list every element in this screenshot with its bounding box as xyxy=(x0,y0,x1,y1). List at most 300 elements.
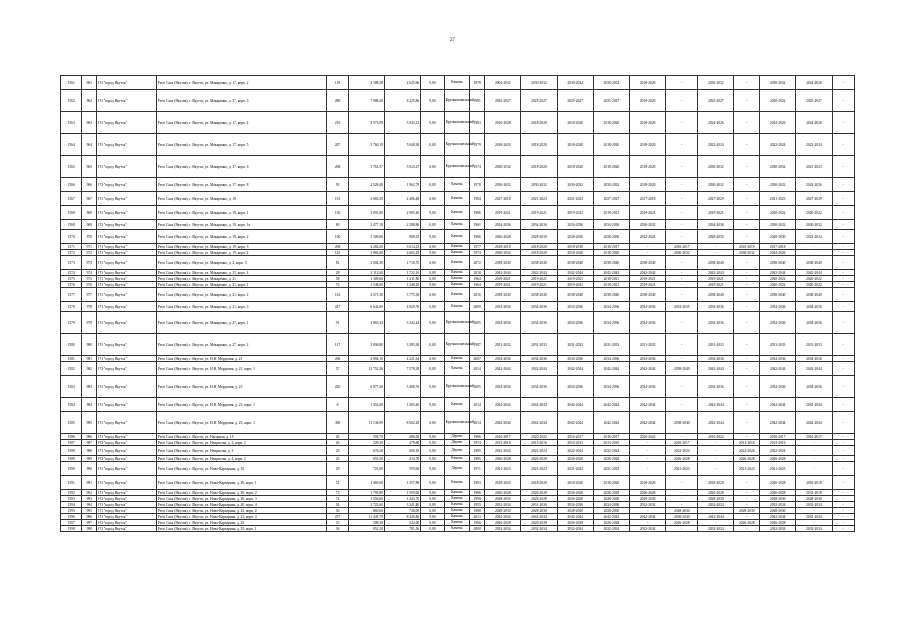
cell-wall-material: Камень xyxy=(444,520,470,526)
cell-period: - xyxy=(666,312,698,334)
cell-period: - xyxy=(734,490,760,496)
cell-municipal-number: 977 xyxy=(82,288,97,302)
cell-period: 2042-2044 xyxy=(557,398,593,412)
cell-period: - xyxy=(698,244,734,250)
cell-period: 2030-2032 xyxy=(760,76,796,90)
cell-municipality: ГО "город Якутск" xyxy=(97,282,157,288)
cell-period: 2042-2044 xyxy=(630,412,666,434)
cell-period: - xyxy=(832,282,854,288)
cell-period: - xyxy=(734,302,760,312)
cell-living-area: 2 486,48 xyxy=(384,192,420,206)
cell-period: 2021-2023 xyxy=(557,192,593,206)
cell-period: 2042-2044 xyxy=(698,398,734,412)
cell-municipality: ГО "город Якутск" xyxy=(97,526,157,532)
cell-period: 2021-2023 xyxy=(557,462,593,476)
cell-period: 2019-2021 xyxy=(557,282,593,288)
cell-total-area: 676,20 xyxy=(348,446,384,456)
cell-municipal-number: 995 xyxy=(82,508,97,514)
cell-period: 2026-2028 xyxy=(557,496,593,502)
cell-period: 2018-2020 xyxy=(521,250,557,256)
table-row xyxy=(61,334,855,356)
cell-living-area: 888,25 xyxy=(384,230,420,244)
cell-period: 2018-2020 xyxy=(630,178,666,192)
cell-period: - xyxy=(734,412,760,434)
cell-period: 2014-2013 xyxy=(557,440,593,446)
cell-period: - xyxy=(666,90,698,112)
cell-living-area: 4 221,64 xyxy=(384,356,420,362)
cell-period: 2034-2036 xyxy=(485,312,521,334)
cell-living-area: 542,60 xyxy=(384,520,420,526)
cell-period: 2030-2032 xyxy=(521,178,557,192)
cell-build-year: 1986 xyxy=(470,434,485,440)
cell-apartments-count: 29 xyxy=(327,462,348,476)
cell-municipal-number: 990 xyxy=(82,462,97,476)
cell-address: Респ Саха (Якутия), г. Якутск, ул. Макаренко, д. 21 xyxy=(156,276,327,282)
cell-build-year: 2018 xyxy=(470,270,485,276)
cell-period: - xyxy=(832,312,854,334)
cell-row-number: 1593 xyxy=(61,496,82,502)
cell-build-year: 1986 xyxy=(470,508,485,514)
cell-build-year: 1966 xyxy=(470,230,485,244)
cell-period: - xyxy=(832,178,854,192)
cell-nonliving-area: 0,00 xyxy=(421,514,444,520)
cell-period: 2016-2017 xyxy=(760,434,796,440)
cell-address: Респ Саха (Якутия), г. Якутск, ул. Ново-Карьерная, д. 20, корп. 2 xyxy=(156,490,327,496)
cell-nonliving-area: 0,00 xyxy=(421,398,444,412)
cell-total-area: 1 452,00 xyxy=(348,398,384,412)
cell-nonliving-area: 0,00 xyxy=(421,412,444,434)
cell-row-number: 1571 xyxy=(61,244,82,250)
cell-nonliving-area: 0,00 xyxy=(421,496,444,502)
cell-build-year: 1955 xyxy=(470,502,485,508)
cell-total-area: 558,70 xyxy=(348,434,384,440)
cell-period: 2038-2040 xyxy=(666,412,698,434)
table-row xyxy=(61,90,855,112)
cell-period: 2013-2016 xyxy=(734,440,760,446)
cell-period: 2027-2018 xyxy=(485,192,521,206)
cell-period: 2028-2030 xyxy=(485,496,521,502)
cell-period: - xyxy=(666,356,698,362)
cell-build-year: 2014 xyxy=(470,362,485,376)
cell-period: 2025-2027 xyxy=(521,90,557,112)
cell-row-number: 1581 xyxy=(61,356,82,362)
cell-apartments-count: 91 xyxy=(327,312,348,334)
cell-municipality: ГО "город Якутск" xyxy=(97,496,157,502)
cell-municipality: ГО "город Якутск" xyxy=(97,476,157,490)
cell-period: 2026-2028 xyxy=(760,490,796,496)
cell-period: 2026-2028 xyxy=(760,456,796,462)
cell-period: 2034-2036 xyxy=(557,220,593,230)
cell-period: 2030-2032 xyxy=(630,220,666,230)
cell-address: Респ Саха (Якутия), г. Якутск, ул. Макаренко, д. 17, корп. 8 xyxy=(156,178,327,192)
cell-municipality: ГО "город Якутск" xyxy=(97,520,157,526)
cell-period: 2026-2028 xyxy=(557,490,593,496)
cell-period: 2027-2029 xyxy=(698,192,734,206)
cell-period: 2026-2028 xyxy=(521,520,557,526)
cell-period: 2028-2030 xyxy=(760,230,796,244)
cell-address: Респ Саха (Якутия), г. Якутск, ул. Ново-Карьерная, д. 10 xyxy=(156,462,327,476)
cell-build-year: 1974 xyxy=(470,440,485,446)
cell-period: 2030-2032 xyxy=(557,76,593,90)
cell-period: 2031-2033 xyxy=(760,334,796,356)
cell-nonliving-area: 0,00 xyxy=(421,490,444,496)
cell-period: - xyxy=(734,496,760,502)
cell-period: 2038-2040 xyxy=(521,288,557,302)
cell-period: 2042-2044 xyxy=(593,398,629,412)
cell-period: - xyxy=(832,244,854,250)
cell-municipal-number: 972 xyxy=(82,250,97,256)
cell-address: Респ Саха (Якутия), г. Якутск, ул. Макаренко, д. 19, корп. 4 xyxy=(156,250,327,256)
cell-period: 2034-2036 xyxy=(630,302,666,312)
cell-period: - xyxy=(796,520,832,526)
cell-address: Респ Саха (Якутия), г. Якутск, ул. Макаренко, д. 21, корп. 4 xyxy=(156,270,327,276)
cell-build-year: 2000 xyxy=(470,526,485,532)
cell-period: - xyxy=(666,230,698,244)
cell-period: 2018-2018 xyxy=(557,244,593,250)
cell-period: 2038-2040 xyxy=(593,288,629,302)
cell-period: 2042-2044 xyxy=(698,514,734,520)
cell-period: 2020-2022 xyxy=(796,276,832,282)
cell-period: - xyxy=(734,434,760,440)
cell-nonliving-area: 0,00 xyxy=(421,440,444,446)
cell-build-year: 1978 xyxy=(470,178,485,192)
cell-period: 2028-2030 xyxy=(593,230,629,244)
cell-period: 2034-2036 xyxy=(760,376,796,398)
table-row xyxy=(61,206,855,220)
cell-wall-material: Камень xyxy=(444,476,470,490)
cell-period: 2032-2034 xyxy=(630,526,666,532)
cell-row-number: 1563 xyxy=(61,112,82,134)
cell-municipal-number: 993 xyxy=(82,496,97,502)
cell-municipality: ГО "город Якутск" xyxy=(97,76,157,90)
cell-period: 2018-2020 xyxy=(557,134,593,156)
cell-wall-material: Камень xyxy=(444,502,470,508)
cell-period: 2020-2022 xyxy=(521,434,557,440)
cell-nonliving-area: 0,00 xyxy=(421,206,444,220)
cell-nonliving-area: 0,00 xyxy=(421,362,444,376)
cell-period: - xyxy=(698,456,734,462)
cell-period: 2042-2044 xyxy=(557,362,593,376)
cell-row-number: 1564 xyxy=(61,134,82,156)
cell-total-area: 12 752,46 xyxy=(348,362,384,376)
cell-period: 2034-2036 xyxy=(521,312,557,334)
cell-period: - xyxy=(666,502,698,508)
cell-period: - xyxy=(666,496,698,502)
cell-period: 2021-2023 xyxy=(593,462,629,476)
cell-period: 2021-2023 xyxy=(734,462,760,476)
cell-period: - xyxy=(832,502,854,508)
cell-period: - xyxy=(832,490,854,496)
cell-build-year: 1983 xyxy=(470,112,485,134)
cell-period: 2038-2040 xyxy=(630,256,666,270)
cell-period: 2020-2022 xyxy=(760,206,796,220)
cell-wall-material: Камень xyxy=(444,526,470,532)
cell-period: 2022-2024 xyxy=(760,134,796,156)
cell-period: 2030-2032 xyxy=(485,250,521,256)
cell-living-area: 3 342,44 xyxy=(384,312,420,334)
cell-period: 2013-2016 xyxy=(593,440,629,446)
page-number: 27 xyxy=(450,38,455,43)
cell-period: 2034-2036 xyxy=(557,376,593,398)
cell-living-area: 5 043,21 xyxy=(384,112,420,134)
cell-row-number: 1597 xyxy=(61,520,82,526)
cell-municipality: ГО "город Якутск" xyxy=(97,112,157,134)
cell-period: 2018-2020 xyxy=(593,156,629,178)
cell-municipal-number: 974 xyxy=(82,270,97,276)
cell-address: Респ Саха (Якутия), г. Якутск, ул. Ново-Карьерная, д. 22, корп. 2 xyxy=(156,508,327,514)
cell-period: 2032-2034 xyxy=(698,502,734,508)
cell-period: 2031-2033 xyxy=(698,334,734,356)
cell-municipal-number: 989 xyxy=(82,456,97,462)
cell-build-year: 1981 xyxy=(470,90,485,112)
cell-total-area: 2 882,60 xyxy=(348,250,384,256)
cell-period: 2042-2044 xyxy=(593,362,629,376)
cell-build-year: 1983 xyxy=(470,476,485,490)
cell-period: 2030-2032 xyxy=(698,76,734,90)
table-row xyxy=(61,134,855,156)
cell-nonliving-area: 0,00 xyxy=(421,508,444,514)
cell-period: - xyxy=(832,334,854,356)
cell-period: 2025-2027 xyxy=(485,90,521,112)
cell-row-number: 1578 xyxy=(61,302,82,312)
cell-period: - xyxy=(832,526,854,532)
cell-nonliving-area: 0,00 xyxy=(421,282,444,288)
cell-period: 2018-2020 xyxy=(630,156,666,178)
cell-municipality: ГО "город Якутск" xyxy=(97,376,157,398)
cell-period: 2030-2032 xyxy=(485,156,521,178)
cell-period: 2042-2044 xyxy=(557,514,593,520)
cell-municipal-number: 981 xyxy=(82,356,97,362)
cell-period: 2025-2027 xyxy=(796,90,832,112)
cell-apartments-count: 208 xyxy=(327,156,348,178)
cell-apartments-count: 34 xyxy=(327,502,348,508)
cell-wall-material: Камень xyxy=(444,514,470,520)
cell-period: 2013-2016 xyxy=(485,440,521,446)
cell-living-area: 479,80 xyxy=(384,440,420,446)
cell-period: - xyxy=(832,192,854,206)
cell-municipal-number: 991 xyxy=(82,476,97,490)
housing-register-table xyxy=(60,75,855,532)
table-row xyxy=(61,398,855,412)
cell-period: - xyxy=(698,250,734,256)
cell-period: 2038-2040 xyxy=(760,288,796,302)
cell-period: 2030-2032 xyxy=(593,76,629,90)
cell-period: - xyxy=(734,76,760,90)
cell-apartments-count: 207 xyxy=(327,134,348,156)
cell-period: 2021-2023 xyxy=(521,192,557,206)
cell-total-area: 2 004,30 xyxy=(348,256,384,270)
cell-total-area: 529,20 xyxy=(348,440,384,446)
cell-period: 2042-2044 xyxy=(521,514,557,520)
cell-period: 2022-2024 xyxy=(734,446,760,456)
cell-period: - xyxy=(734,270,760,276)
cell-period: 2034-2036 xyxy=(593,302,629,312)
cell-period: 2018-2020 xyxy=(521,476,557,490)
cell-period: 2019-2021 xyxy=(485,276,521,282)
cell-address: Респ Саха (Якутия), г. Якутск, ул. Н.В. Мордовия, д. 21, корп. 1 xyxy=(156,362,327,376)
cell-period: 2024-2026 xyxy=(698,112,734,134)
cell-living-area: 2 985,46 xyxy=(384,206,420,220)
cell-period: - xyxy=(630,456,666,462)
cell-period: 2042-2044 xyxy=(521,362,557,376)
cell-apartments-count: 29 xyxy=(327,446,348,456)
cell-period: - xyxy=(666,76,698,90)
cell-living-area: 1 265,46 xyxy=(384,398,420,412)
cell-period: - xyxy=(734,356,760,362)
cell-period: 2021-2023 xyxy=(760,462,796,476)
cell-row-number: 1590 xyxy=(61,462,82,476)
cell-period: 2026-2028 xyxy=(593,490,629,496)
cell-living-area: 7 578,38 xyxy=(384,362,420,376)
cell-period: 2034-2036 xyxy=(557,312,593,334)
table-row xyxy=(61,526,855,532)
cell-wall-material: Крупнопанельный xyxy=(444,134,470,156)
cell-period: - xyxy=(666,398,698,412)
cell-municipality: ГО "город Якутск" xyxy=(97,412,157,434)
cell-apartments-count: 300 xyxy=(327,412,348,434)
cell-living-area: 1 443,70 xyxy=(384,496,420,502)
cell-period: 2017-2018 xyxy=(760,244,796,250)
cell-living-area: 2 602,29 xyxy=(384,250,420,256)
cell-period: 2038-2040 xyxy=(521,256,557,270)
cell-wall-material: Камень xyxy=(444,398,470,412)
cell-period: 2038-2040 xyxy=(796,256,832,270)
cell-municipal-number: 987 xyxy=(82,440,97,446)
cell-build-year: 1984 xyxy=(470,192,485,206)
cell-period: - xyxy=(734,334,760,356)
cell-period: - xyxy=(832,250,854,256)
cell-row-number: 1587 xyxy=(61,440,82,446)
cell-period: 2034-2036 xyxy=(698,376,734,398)
cell-total-area: 3 863,34 xyxy=(348,312,384,334)
cell-period: 2042-2044 xyxy=(485,514,521,520)
cell-total-area: 5 573,09 xyxy=(348,112,384,134)
cell-period: 2028-2030 xyxy=(557,508,593,514)
cell-municipal-number: 971 xyxy=(82,244,97,250)
cell-apartments-count: 117 xyxy=(327,334,348,356)
cell-period: - xyxy=(832,256,854,270)
cell-period: 2018-2020 xyxy=(593,134,629,156)
cell-period: - xyxy=(832,356,854,362)
cell-period: 2018-2020 xyxy=(593,112,629,134)
cell-municipality: ГО "город Якутск" xyxy=(97,288,157,302)
cell-living-area: 1 595,60 xyxy=(384,490,420,496)
cell-period: - xyxy=(630,250,666,256)
cell-period: 2018-2020 xyxy=(593,476,629,490)
cell-period: - xyxy=(734,362,760,376)
cell-period: 2031-2033 xyxy=(557,334,593,356)
cell-period: 2034-2036 xyxy=(485,302,521,312)
cell-period: 2034-2036 xyxy=(521,356,557,362)
cell-total-area: 860,00 xyxy=(348,508,384,514)
cell-wall-material: Крупнопанельный xyxy=(444,156,470,178)
cell-apartments-count: 206 xyxy=(327,356,348,362)
cell-period: 2042-2044 xyxy=(760,362,796,376)
cell-period: 2038-2040 xyxy=(796,288,832,302)
cell-build-year: 2016 xyxy=(470,288,485,302)
cell-municipality: ГО "город Якутск" xyxy=(97,490,157,496)
cell-period: - xyxy=(666,334,698,356)
cell-municipal-number: 983 xyxy=(82,376,97,398)
cell-nonliving-area: 0,00 xyxy=(421,250,444,256)
cell-period: - xyxy=(734,112,760,134)
cell-period: 2019-2021 xyxy=(557,276,593,282)
cell-period: - xyxy=(734,220,760,230)
cell-build-year: 2013 xyxy=(470,514,485,520)
cell-wall-material: Камень xyxy=(444,276,470,282)
cell-address: Респ Саха (Якутия), г. Якутск, ул. Макаренко, д. 21, корп. 3 xyxy=(156,302,327,312)
cell-municipality: ГО "город Якутск" xyxy=(97,220,157,230)
cell-address: Респ Саха (Якутия), г. Якутск, ул. Ново-Карьерная, д. 22, корп. 3 xyxy=(156,514,327,520)
cell-living-area: 1 716,70 xyxy=(384,256,420,270)
cell-nonliving-area: 0,00 xyxy=(421,156,444,178)
cell-period: 2032-2034 xyxy=(796,526,832,532)
cell-build-year: 1964 xyxy=(470,276,485,282)
cell-nonliving-area: 0,00 xyxy=(421,434,444,440)
cell-period: 2042-2044 xyxy=(485,412,521,434)
cell-living-area: 414,70 xyxy=(384,456,420,462)
cell-period: 2034-2036 xyxy=(796,356,832,362)
cell-period: - xyxy=(666,288,698,302)
cell-period: 2026-2028 xyxy=(521,496,557,502)
cell-nonliving-area: 0,00 xyxy=(421,462,444,476)
cell-total-area: 721,00 xyxy=(348,462,384,476)
cell-municipal-number: 992 xyxy=(82,490,97,496)
cell-period: 2022-2024 xyxy=(630,230,666,244)
cell-period: 2042-2044 xyxy=(593,412,629,434)
cell-period: 2026-2028 xyxy=(698,490,734,496)
cell-municipal-number: 984 xyxy=(82,398,97,412)
cell-row-number: 1585 xyxy=(61,412,82,434)
cell-nonliving-area: 0,00 xyxy=(421,244,444,250)
cell-period: 2028-2030 xyxy=(593,496,629,502)
cell-row-number: 1594 xyxy=(61,502,82,508)
cell-address: Респ Саха (Якутия), г. Якутск, ул. Макаренко, д. 27, корп. 2 xyxy=(156,334,327,356)
cell-nonliving-area: 0,00 xyxy=(421,288,444,302)
cell-period: 2020-2022 xyxy=(630,434,666,440)
cell-wall-material: Камень xyxy=(444,230,470,244)
cell-period: 2042-2044 xyxy=(760,514,796,520)
cell-period: 2016-2028 xyxy=(485,112,521,134)
cell-period: 2018-2020 xyxy=(630,76,666,90)
cell-address: Респ Саха (Якутия), г. Якутск, ул. Макаренко, д. 17, корп. 3 xyxy=(156,90,327,112)
cell-apartments-count: 118 xyxy=(327,76,348,90)
cell-living-area: 3 775,38 xyxy=(384,288,420,302)
cell-period: - xyxy=(734,288,760,302)
cell-row-number: 1584 xyxy=(61,398,82,412)
cell-total-area: 1 309,60 xyxy=(348,230,384,244)
cell-period: - xyxy=(666,112,698,134)
cell-period: 2034-2036 xyxy=(485,376,521,398)
cell-period: 2028-2030 xyxy=(630,496,666,502)
cell-row-number: 1589 xyxy=(61,456,82,462)
cell-municipality: ГО "город Якутск" xyxy=(97,156,157,178)
cell-period: - xyxy=(666,156,698,178)
cell-wall-material: Камень xyxy=(444,178,470,192)
cell-nonliving-area: 0,00 xyxy=(421,312,444,334)
cell-period: - xyxy=(666,434,698,440)
cell-apartments-count: 6 xyxy=(327,398,348,412)
cell-period: - xyxy=(832,270,854,276)
cell-period: 2038-2040 xyxy=(593,256,629,270)
cell-period: 2034-2036 xyxy=(796,302,832,312)
cell-period: 2024-2026 xyxy=(760,112,796,134)
cell-row-number: 1565 xyxy=(61,156,82,178)
cell-apartments-count: 280 xyxy=(327,90,348,112)
cell-living-area: 6 225,86 xyxy=(384,90,420,112)
cell-row-number: 1588 xyxy=(61,446,82,456)
cell-period: 2034-2036 xyxy=(557,502,593,508)
